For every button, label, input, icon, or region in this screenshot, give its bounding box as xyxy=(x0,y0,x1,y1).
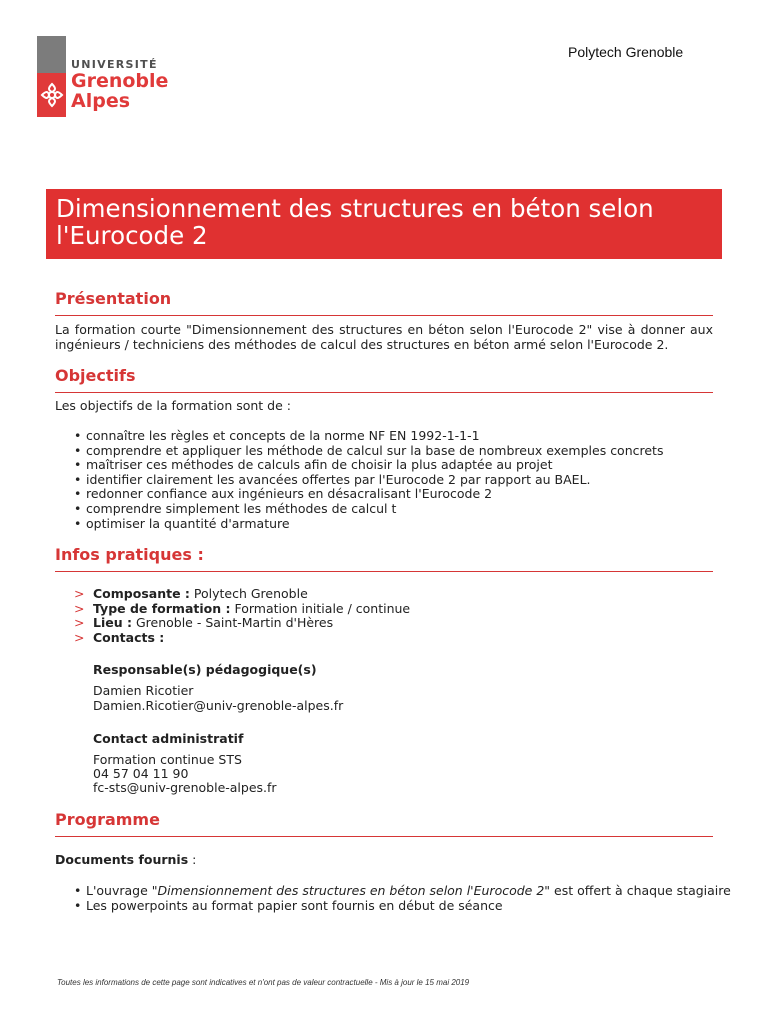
bullet-icon: • xyxy=(74,442,82,458)
responsable-name: Damien Ricotier xyxy=(93,683,194,698)
footer-disclaimer: Toutes les informations de cette page sont indicatives et n'ont pas de valeur contractuelle - Mis à jour le 15 mai 2019 xyxy=(57,978,470,987)
list-item-prefix: L'ouvrage " xyxy=(86,883,158,898)
bullet-icon: • xyxy=(74,428,82,443)
list-item xyxy=(55,444,713,459)
arrow-icon: > xyxy=(74,615,85,631)
arrow-icon: > xyxy=(74,629,85,645)
list-item-text: maîtriser ces méthodes de calculs afin de choisir la plus adaptée au projet xyxy=(86,457,553,473)
list-item-text: connaître les règles et concepts de la norme NF EN 1992-1-1-1 xyxy=(86,428,480,443)
info-label: Lieu : xyxy=(93,615,132,631)
flower-emblem-icon xyxy=(40,80,64,110)
list-item-text: redonner confiance aux ingénieurs en désacralisant l'Eurocode 2 xyxy=(86,486,493,502)
info-label: Contacts : xyxy=(93,629,165,645)
list-item xyxy=(55,473,713,488)
info-label: Composante : xyxy=(93,586,190,601)
bullet-icon: • xyxy=(74,486,82,502)
logo-line-universite: UNIVERSITÉ xyxy=(71,58,158,71)
administratif-phone: 04 57 04 11 90 xyxy=(93,766,189,781)
list-item-text: optimiser la quantité d'armature xyxy=(86,515,290,531)
infos-list xyxy=(55,587,713,645)
header-organization: Polytech Grenoble xyxy=(568,44,684,60)
arrow-icon: > xyxy=(74,586,85,601)
administratif-email: fc-sts@univ-grenoble-alpes.fr xyxy=(93,780,277,795)
list-item-text: comprendre simplement les méthodes de calcul t xyxy=(86,500,397,516)
info-item-contacts xyxy=(55,631,713,646)
list-item xyxy=(55,458,713,473)
arrow-icon: > xyxy=(74,600,85,616)
logo-gray-bar xyxy=(37,36,66,73)
book-title: Dimensionnement des structures en béton selon l'Eurocode 2 xyxy=(157,883,545,898)
objectifs-list xyxy=(55,429,713,531)
section-heading-programme: Programme xyxy=(55,810,713,837)
bullet-icon: • xyxy=(74,471,82,487)
section-heading-infos-pratiques: Infos pratiques : xyxy=(55,545,713,572)
administratif-name: Formation continue STS xyxy=(93,752,242,767)
bullet-icon: • xyxy=(74,897,82,913)
section-heading-objectifs: Objectifs xyxy=(55,366,713,393)
logo-line-grenoble: Grenoble xyxy=(71,70,169,92)
list-item xyxy=(55,502,713,517)
list-item-suffix: " est offert à chaque stagiaire xyxy=(544,883,731,898)
info-value: Formation initiale / continue xyxy=(230,600,411,616)
info-item-composante xyxy=(55,587,713,602)
list-item xyxy=(55,429,713,444)
list-item-text: Les powerpoints au format papier sont fournis en début de séance xyxy=(86,897,503,913)
university-logo xyxy=(37,36,177,118)
documents-label: Documents fournis xyxy=(55,852,189,867)
course-title-banner: Dimensionnement des structures en béton selon l'Eurocode 2 xyxy=(46,189,722,259)
info-value: Grenoble - Saint-Martin d'Hères xyxy=(131,615,334,631)
responsable-heading: Responsable(s) pédagogique(s) xyxy=(93,662,317,677)
objectifs-intro: Les objectifs de la formation sont de : xyxy=(55,398,291,413)
documents-fournis xyxy=(55,852,713,867)
responsable-email: Damien.Ricotier@univ-grenoble-alpes.fr xyxy=(93,698,344,713)
list-item xyxy=(55,487,713,502)
section-heading-presentation: Présentation xyxy=(55,289,713,316)
logo-line-alpes: Alpes xyxy=(71,90,131,112)
list-item xyxy=(55,883,731,899)
documents-suffix: : xyxy=(188,852,197,867)
administratif-heading: Contact administratif xyxy=(93,731,244,746)
bullet-icon: • xyxy=(74,500,82,516)
presentation-text: La formation courte "Dimensionnement des structures en béton selon l'Eurocode 2" vise à donner aux ingénieurs / techniciens des méthodes de calcul des structures en béton armé selon l'Eurocode 2. xyxy=(55,322,713,352)
bullet-icon: • xyxy=(74,883,82,898)
info-item-type xyxy=(55,602,713,617)
list-item xyxy=(55,899,713,914)
info-value: Polytech Grenoble xyxy=(189,586,308,601)
bullet-icon: • xyxy=(74,515,82,531)
bullet-icon: • xyxy=(74,457,82,473)
logo-wordmark xyxy=(71,58,168,111)
list-item-text: comprendre et appliquer les méthode de calcul sur la base de nombreux exemples concrets xyxy=(86,442,664,458)
info-label: Type de formation : xyxy=(93,600,231,616)
list-item-text: identifier clairement les avancées offertes par l'Eurocode 2 par rapport au BAEL. xyxy=(86,471,591,487)
list-item xyxy=(55,517,713,532)
programme-list xyxy=(55,883,731,913)
info-item-lieu xyxy=(55,616,713,631)
